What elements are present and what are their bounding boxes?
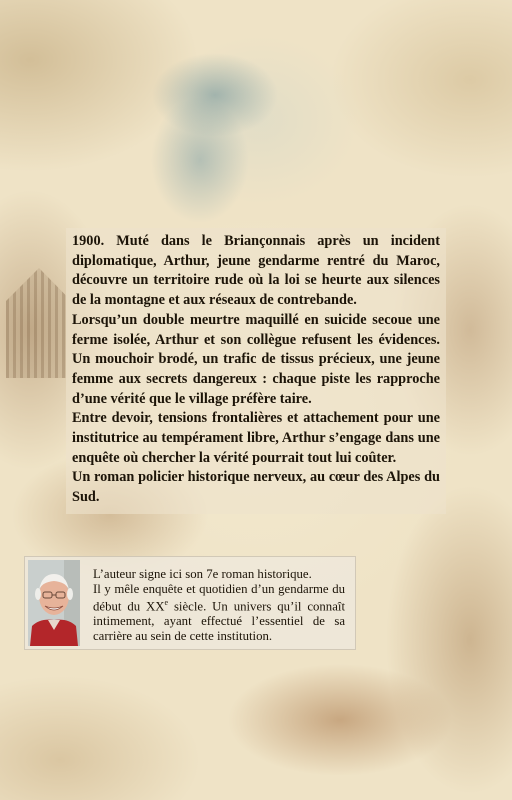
synopsis-paragraph-1: 1900. Muté dans le Briançonnais après un incident diplomatique, Arthur, jeune gendarme rentré du Maroc, découvre un territoire rude où la loi se heurte aux silences de la montagne et aux réseaux de contrebande. — [72, 233, 440, 309]
century-superscript: e — [164, 598, 169, 608]
author-bio-text-after-sup: siècle. Un univers qu’il connaît intimement, ayant effectué l’essentiel de sa carrière au sein de cette institution. — [93, 599, 345, 643]
author-portrait-photo — [28, 560, 80, 646]
synopsis-paragraph-3: Entre devoir, tensions frontalières et attachement pour une institutrice au tempérament libre, Arthur s’engage dans une enquête où chercher la vérité pourrait tout lui coûter. — [72, 410, 440, 466]
author-bio-line-1: L’auteur signe ici son 7e roman historique. — [93, 567, 312, 581]
synopsis-paragraph-2: Lorsqu’un double meurtre maquillé en suicide secoue une ferme isolée, Arthur et son collègue refusent les évidences. Un mouchoir brodé, un trafic de tissus précieux, une jeune femme aux secrets dangereux : chaque piste les rapproche d’une vérité que le village préfère taire. — [72, 311, 440, 407]
author-photo — [28, 560, 80, 646]
back-cover-synopsis — [66, 228, 446, 514]
author-bio-text — [93, 567, 345, 643]
author-bio-line-2 — [93, 582, 345, 644]
synopsis-paragraph-4: Un roman policier historique nerveux, au cœur des Alpes du Sud. — [72, 469, 440, 506]
author-bio-panel — [24, 556, 356, 650]
author-bio-text-before-sup: Il y mêle enquête et quotidien d’un gendarme du début du XX — [93, 581, 345, 614]
